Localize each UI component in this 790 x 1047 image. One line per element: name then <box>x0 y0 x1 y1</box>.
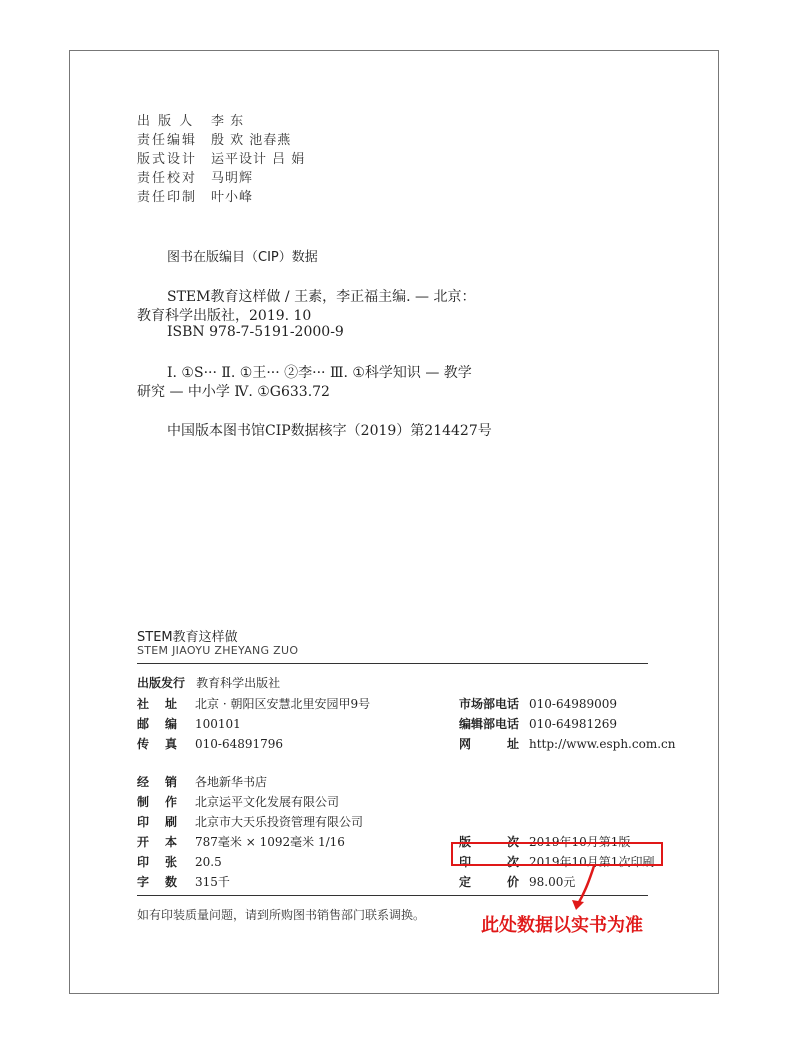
publisher-label: 出版发行 <box>137 676 186 690</box>
edition-value: 2019年10月第1版 <box>529 835 631 849</box>
words-row <box>137 871 230 890</box>
label-char: 字 <box>137 875 150 889</box>
postcode-value: 100101 <box>195 717 241 731</box>
publisher-row <box>137 672 280 691</box>
book-pinyin: STEM JIAOYU ZHEYANG ZUO <box>137 644 299 657</box>
highlight-box <box>451 842 663 866</box>
cip-isbn: ISBN 978-7-5191-2000-9 <box>167 324 344 340</box>
label-char: 址 <box>165 697 178 711</box>
staff-role: 版式设计 <box>137 152 198 167</box>
label-char: 印 <box>137 855 150 869</box>
printing-value: 2019年10月第1次印刷 <box>529 855 655 869</box>
label-char: 定 <box>459 875 472 889</box>
staff-row <box>137 148 305 167</box>
market-phone-row <box>459 693 617 712</box>
annotation-note: 此处数据以实书为准 <box>481 915 643 936</box>
label-char: 次 <box>507 855 520 869</box>
printer-row <box>137 811 363 830</box>
label-char: 次 <box>507 835 520 849</box>
cip-line: STEM教育这样做 / 王素，李正福主编. — 北京： <box>167 289 476 305</box>
label-char: 作 <box>165 795 178 809</box>
label-char: 本 <box>165 835 178 849</box>
editorial-phone-value: 010-64981269 <box>529 717 618 731</box>
market-phone-value: 010-64989009 <box>529 697 618 711</box>
staff-row <box>137 129 291 148</box>
postcode-row <box>137 713 241 732</box>
price-value: 98.00元 <box>529 875 576 889</box>
staff-name: 李 东 <box>211 114 245 129</box>
format-value: 787毫米 × 1092毫米 1/16 <box>195 835 345 849</box>
label-char: 制 <box>137 795 150 809</box>
editorial-phone-label: 编辑部电话 <box>459 717 520 731</box>
arrow-icon <box>566 864 606 914</box>
label-char: 刷 <box>165 815 178 829</box>
producer-value: 北京运平文化发展有限公司 <box>195 795 340 809</box>
cip-line: Ⅰ. ①S··· Ⅱ. ①王··· ②李··· Ⅲ. ①科学知识 — 教学 <box>167 365 472 381</box>
cip-number: 中国版本图书馆CIP数据核字（2019）第214427号 <box>167 423 492 439</box>
label-char: 编 <box>165 717 178 731</box>
distributor-row <box>137 771 267 790</box>
address-value: 北京 · 朝阳区安慧北里安园甲9号 <box>195 697 371 711</box>
sheets-row <box>137 851 222 870</box>
website-value: http://www.esph.com.cn <box>529 737 676 751</box>
staff-role: 责任校对 <box>137 171 198 186</box>
book-title: STEM教育这样做 <box>137 630 238 645</box>
staff-row <box>137 186 253 205</box>
address-row <box>137 693 370 712</box>
staff-name: 马明辉 <box>211 171 254 186</box>
label-char: 址 <box>507 737 520 751</box>
staff-row <box>137 167 253 186</box>
sheets-value: 20.5 <box>195 855 222 869</box>
cip-title: 图书在版编目（CIP）数据 <box>167 250 318 265</box>
staff-role: 责任印制 <box>137 190 198 205</box>
words-value: 315千 <box>195 875 230 889</box>
website-row <box>459 733 675 752</box>
label-char: 邮 <box>137 717 150 731</box>
label-char: 销 <box>165 775 178 789</box>
fax-value: 010-64891796 <box>195 737 284 751</box>
label-char: 网 <box>459 737 472 751</box>
staff-role: 责任编辑 <box>137 133 198 148</box>
market-phone-label: 市场部电话 <box>459 697 520 711</box>
label-char: 版 <box>459 835 472 849</box>
cip-line: 研究 — 中小学 Ⅳ. ①G633.72 <box>137 384 330 400</box>
producer-row <box>137 791 339 810</box>
staff-row <box>137 110 244 129</box>
cip-line: 教育科学出版社，2019. 10 <box>137 308 312 324</box>
distributor-value: 各地新华书店 <box>195 775 268 789</box>
quality-note: 如有印装质量问题，请到所购图书销售部门联系调换。 <box>137 908 426 922</box>
label-char: 价 <box>507 875 520 889</box>
label-char: 数 <box>165 875 178 889</box>
label-char: 真 <box>165 737 178 751</box>
fax-row <box>137 733 283 752</box>
divider-top <box>137 663 648 664</box>
label-char: 印 <box>459 855 472 869</box>
editorial-phone-row <box>459 713 617 732</box>
label-char: 印 <box>137 815 150 829</box>
publisher-value: 教育科学出版社 <box>196 676 281 690</box>
label-char: 经 <box>137 775 150 789</box>
staff-name: 殷 欢 池春燕 <box>211 133 292 148</box>
staff-role: 出 版 人 <box>137 114 195 129</box>
staff-name: 叶小峰 <box>211 190 254 205</box>
price-row <box>459 871 575 890</box>
label-char: 张 <box>165 855 178 869</box>
printer-value: 北京市大天乐投资管理有限公司 <box>195 815 364 829</box>
staff-name: 运平设计 吕 娟 <box>211 152 306 167</box>
label-char: 传 <box>137 737 150 751</box>
format-row <box>137 831 345 850</box>
label-char: 开 <box>137 835 150 849</box>
label-char: 社 <box>137 697 150 711</box>
